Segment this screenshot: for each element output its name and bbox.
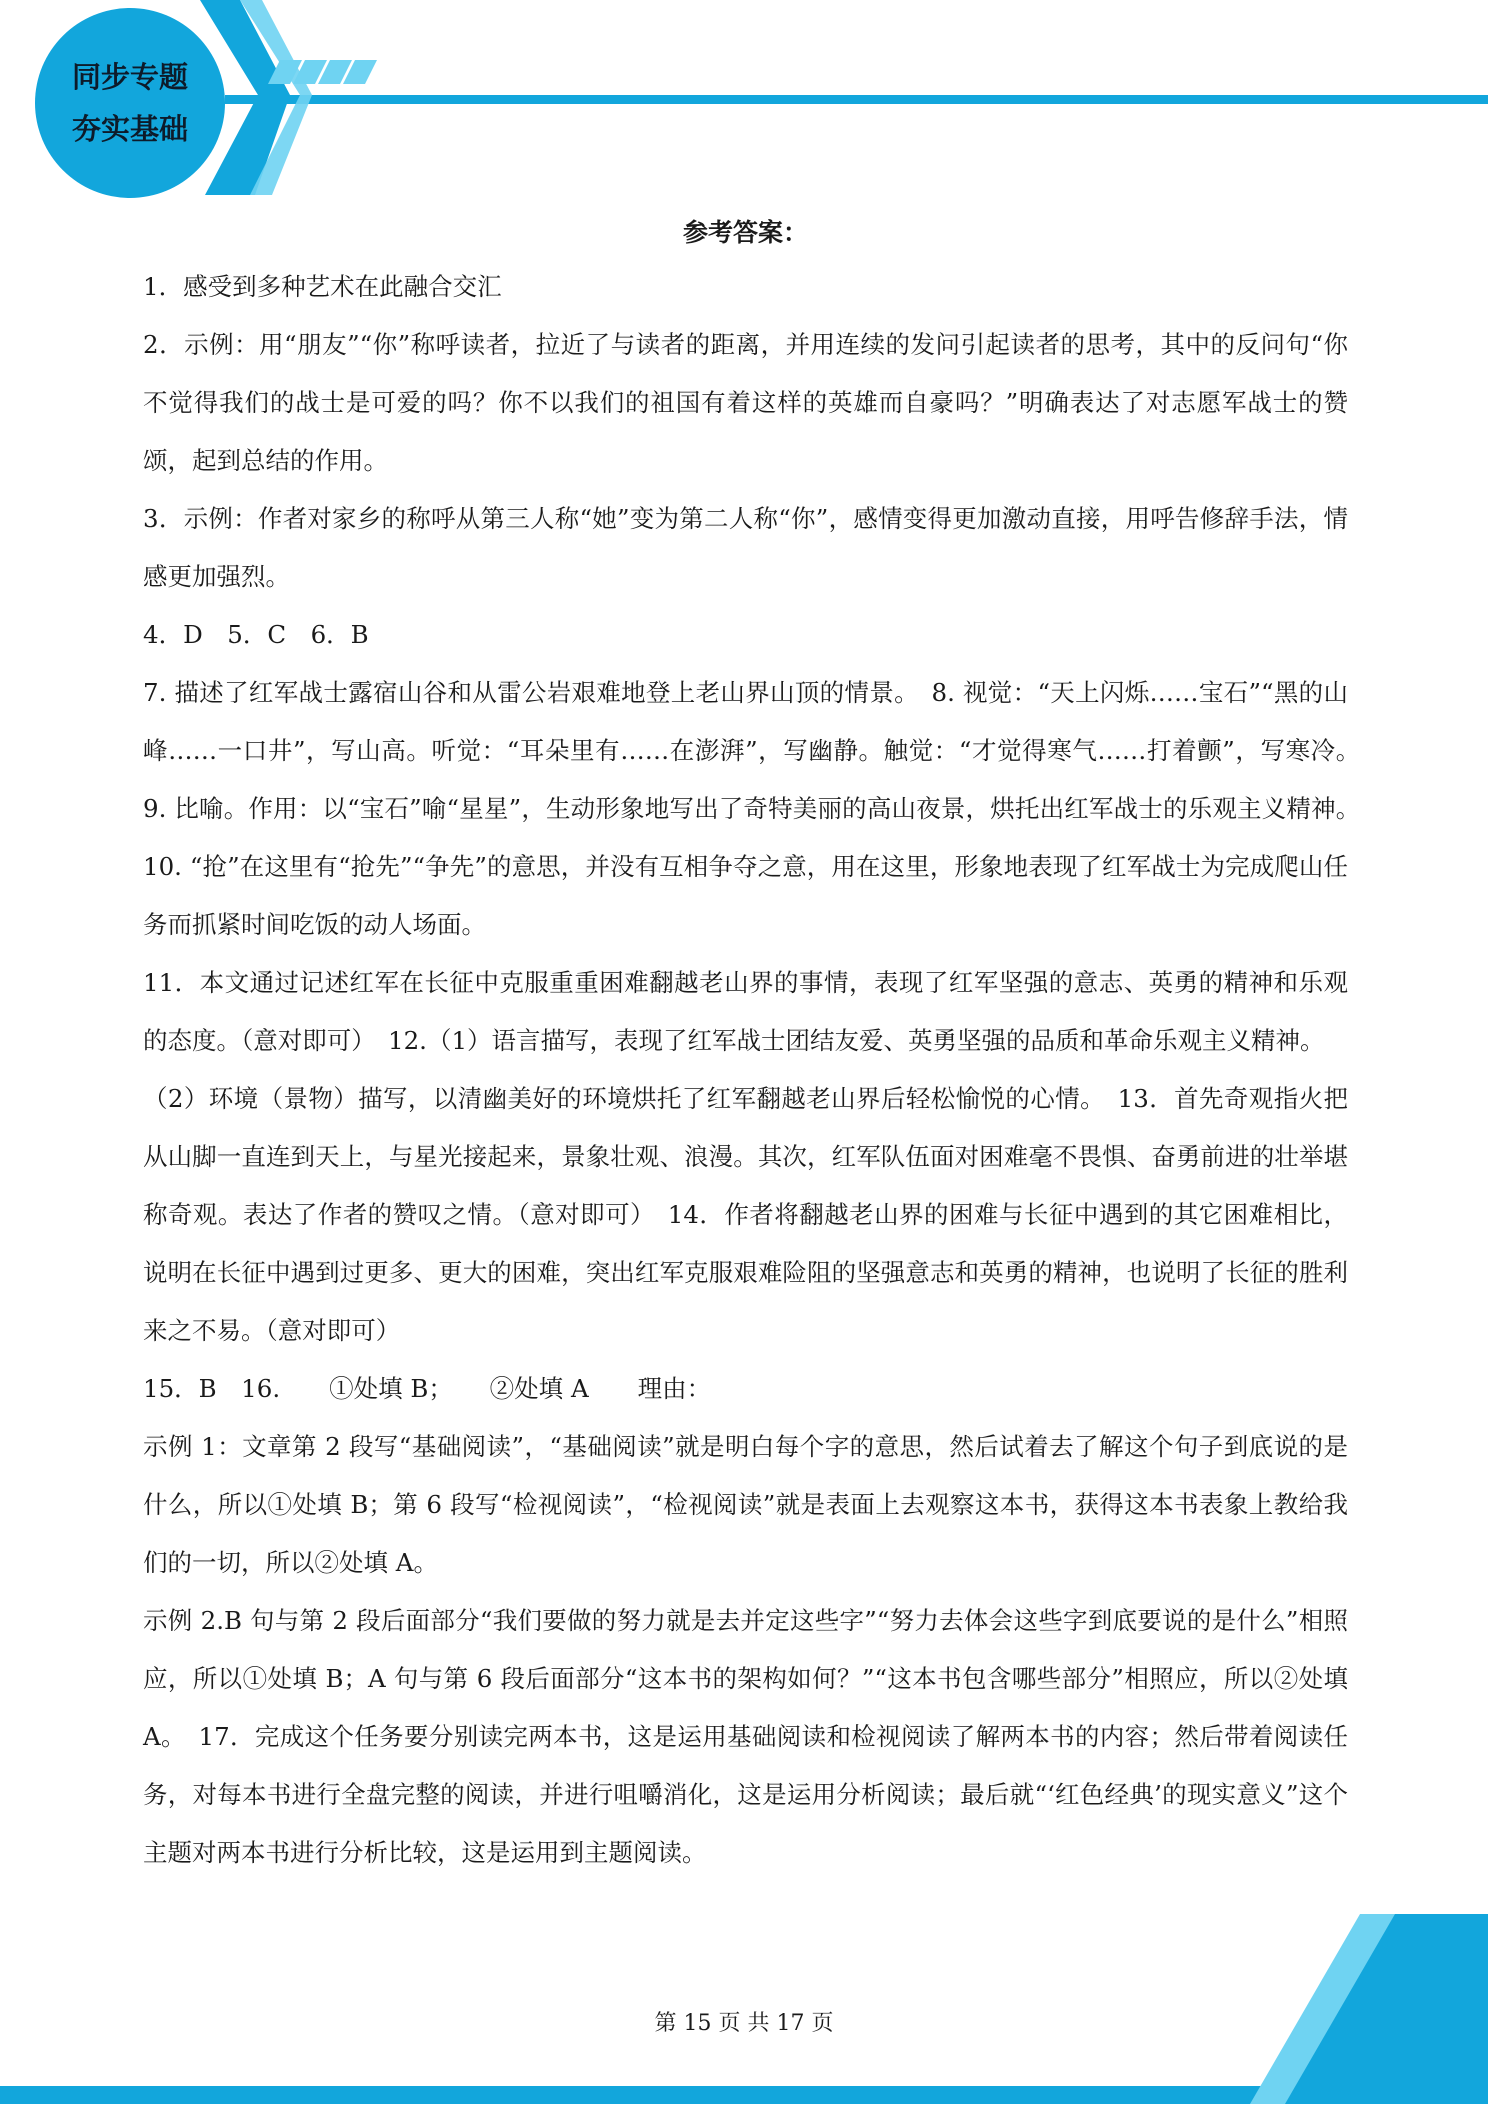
- answer-paragraph: 4．D 5．C 6．B: [143, 620, 369, 649]
- badge-line1: 同步专题: [71, 60, 188, 94]
- answer-paragraph: 示例 2.B 句与第 2 段后面部分“我们要做的努力就是去并定这些字”“努力去体会这些字到底要说的是什么”相照应，所以①处填 B；A 句与第 6 段后面部分“这本书的架构如何？”“这本书包含哪些部分”相照应，所以②处填 A。 17．完成这个任务要分别读完两本书，这是运用基础阅读和检视阅读了解两本书的内容；然后带着阅读任务，对每本书进行全盘完整的阅读，并进行咀嚼消化，这是运用分析阅读；最后就“‘红色经典’的现实意义”这个主题对两本书进行分析比较，这是运用到主题阅读。: [143, 1606, 1348, 1867]
- answer-paragraph: 3．示例：作者对家乡的称呼从第三人称“她”变为第二人称“你”，感情变得更加激动直接，用呼告修辞手法，情感更加强烈。: [143, 504, 1348, 591]
- section-badge: [35, 8, 225, 198]
- answer-paragraph: 示例 1：文章第 2 段写“基础阅读”，“基础阅读”就是明白每个字的意思，然后试着去了解这个句子到底说的是什么，所以①处填 B；第 6 段写“检视阅读”，“检视阅读”就是表面上去观察这本书，获得这本书表象上教给我们的一切，所以②处填 A。: [143, 1432, 1348, 1577]
- answer-paragraph: 11．本文通过记述红军在长征中克服重重困难翻越老山界的事情，表现了红军坚强的意志、英勇的精神和乐观的态度。（意对即可） 12.（1）语言描写，表现了红军战士团结友爱、英勇坚强的品质和革命乐观主义精神。: [143, 968, 1348, 1055]
- page-title: 参考答案：: [682, 218, 808, 247]
- page-number-text: 第 15 页 共 17 页: [654, 2011, 834, 2036]
- answer-paragraph: 1．感受到多种艺术在此融合交汇: [143, 272, 502, 301]
- answer-paragraph: 7. 描述了红军战士露宿山谷和从雷公岩艰难地登上老山界山顶的情景。 8. 视觉：“天上闪烁……宝石”“黑的山峰……一口井”，写山高。听觉：“耳朵里有……在澎湃”，写幽静。触觉：“才觉得寒气……打着颤”，写寒冷。 9. 比喻。作用：以“宝石”喻“星星”，生动形象地写出了奇特美丽的高山夜景，烘托出红军战士的乐观主义精神。 10. “抢”在这里有“抢先”“争先”的意思，并没有互相争夺之意，用在这里，形象地表现了红军战士为完成爬山任务而抓紧时间吃饭的动人场面。: [143, 678, 1373, 939]
- answer-content: [143, 208, 1373, 1882]
- answer-paragraph: （2）环境（景物）描写，以清幽美好的环境烘托了红军翻越老山界后轻松愉悦的心情。 13．首先奇观指火把从山脚一直连到天上，与星光接起来，景象壮观、浪漫。其次，红军队伍面对困难毫不畏惧、奋勇前进的壮举堪称奇观。表达了作者的赞叹之情。（意对即可） 14．作者将翻越老山界的困难与长征中遇到的其它困难相比，说明在长征中遇到过更多、更大的困难，突出红军克服艰难险阻的坚强意志和英勇的精神，也说明了长征的胜利来之不易。（意对即可）: [143, 1084, 1348, 1345]
- footer-decoration: [0, 1914, 1488, 2104]
- badge-line2: 夯实基础: [71, 112, 188, 146]
- answer-paragraph: 2．示例：用“朋友”“你”称呼读者，拉近了与读者的距离，并用连续的发问引起读者的思考，其中的反问句“你不觉得我们的战士是可爱的吗？你不以我们的祖国有着这样的英雄而自豪吗？”明确表达了对志愿军战士的赞颂，起到总结的作用。: [143, 330, 1348, 475]
- answer-paragraph: 15．B 16. ①处填 B； ②处填 A 理由：: [143, 1374, 712, 1403]
